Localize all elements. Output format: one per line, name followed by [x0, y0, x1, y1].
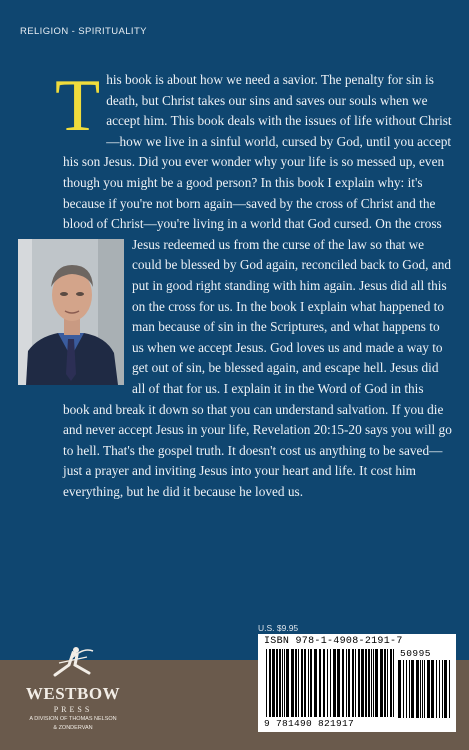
isbn-text: ISBN 978-1-4908-2191-7 [264, 636, 403, 647]
barcode-bar [398, 660, 401, 718]
barcode-bar [431, 660, 434, 718]
barcode-bar [333, 649, 336, 717]
barcode-bar [314, 649, 317, 717]
barcode-bar [327, 649, 328, 717]
barcode-bar [420, 660, 421, 718]
barcode-bar [276, 649, 278, 717]
barcode-bar [365, 649, 367, 717]
barcode-bar [411, 660, 414, 718]
barcode-bar [439, 660, 440, 718]
addon-barcode-bars [398, 660, 450, 718]
archer-icon [49, 645, 97, 679]
blurb-text-lead: his book is about how we need a savior. The penalty for sin is death, but Christ takes our sins and saves our souls when we accept him. This book deals with the issues of life without Christ—how we live in a sinful world, cursed by God, until you accept his son Jesus. Did you ever wonder why your life is so messed up, even though you might be a good person? In this book I explain why: it's because if you're not born again—saved by the cross of Christ and the blood of Christ—you're living in a world that God cursed. On the cross [63, 72, 452, 232]
barcode-bar [295, 649, 297, 717]
price-label: U.S. $9.95 [258, 623, 299, 633]
barcode-bar [444, 660, 447, 718]
barcode-bar [358, 649, 360, 717]
barcode-bar [384, 649, 386, 717]
barcode-bar [330, 649, 331, 717]
barcode-bar [346, 649, 347, 717]
barcode-bar [319, 649, 321, 717]
barcode-bar [390, 649, 392, 717]
author-photo-float [18, 239, 124, 385]
barcode-bar [387, 649, 388, 717]
barcode-bar [337, 649, 340, 717]
barcode-bar [272, 649, 275, 717]
barcode-bar [301, 649, 303, 717]
barcode-bar [310, 649, 312, 717]
barcode-bar [342, 649, 344, 717]
barcode-bar [282, 649, 283, 717]
barcode-bar [449, 660, 450, 718]
barcode-bar [355, 649, 356, 717]
barcode-bar [291, 649, 294, 717]
barcode-bar [436, 660, 437, 718]
barcode-bar [348, 649, 350, 717]
barcode-number: 9 781490 821917 [264, 718, 355, 729]
barcode-bar [393, 649, 394, 717]
barcode-bar [403, 660, 404, 718]
barcode-bar [304, 649, 306, 717]
barcode-bar [368, 649, 370, 717]
publisher-division-line2: & ZONDERVAN [53, 725, 93, 731]
barcode-bar [375, 649, 378, 717]
category-label: RELIGION - SPIRITUALITY [20, 26, 147, 37]
publisher-division-line1: A DIVISION OF THOMAS NELSON [29, 716, 117, 722]
drop-cap: T [55, 65, 101, 147]
barcode-bar [371, 649, 372, 717]
barcode-bar [323, 649, 325, 717]
price-code: 50995 [400, 648, 432, 659]
publisher-name: WESTBOW [25, 684, 121, 703]
barcode-bar [406, 660, 407, 718]
barcode-bar [416, 660, 419, 718]
barcode-bar [279, 649, 281, 717]
barcode-bar [284, 649, 285, 717]
barcode-bar [409, 660, 410, 718]
barcode-bar [361, 649, 364, 717]
barcode-bar [269, 649, 271, 717]
author-portrait [18, 239, 124, 385]
barcode-bar [380, 649, 383, 717]
barcode-bars [266, 649, 394, 717]
barcode-bar [308, 649, 309, 717]
barcode-box [258, 634, 456, 732]
barcode-bar [427, 660, 430, 718]
barcode-bar [422, 660, 423, 718]
blurb-text-rest: Jesus redeemed us from the curse of the law so that we could be blessed by God again, reconciled back to God, and put in good right standing with him again. Jesus did all this on the cross for us. In the book I explain what happened to man because of sin in the Scriptures, and what happens to us when we accept Jesus. God loves us and made a way to get out of sin, be blessed again, and escape hell. Jesus did all of that for us. I explain it in the Word of God in this book and break it down so that you can understand salvation. If you die and never accept Jesus in your life, Revelation 20:15-20 says you will go to hell. That's the gospel truth. It doesn't cost us anything to be saved—just a prayer and inviting Jesus into your heart and life. It cost him everything, but he did it because he loved us. [63, 236, 452, 499]
barcode-bar [266, 649, 267, 717]
author-photo [18, 239, 124, 385]
publisher-logo [14, 645, 132, 732]
back-cover-blurb [55, 65, 453, 502]
barcode-bar [373, 649, 374, 717]
barcode-bar [442, 660, 443, 718]
barcode-bar [424, 660, 425, 718]
barcode-bar [286, 649, 289, 717]
barcode-bar [352, 649, 354, 717]
barcode-bar [298, 649, 299, 717]
publisher-press: PRESS [53, 705, 93, 714]
